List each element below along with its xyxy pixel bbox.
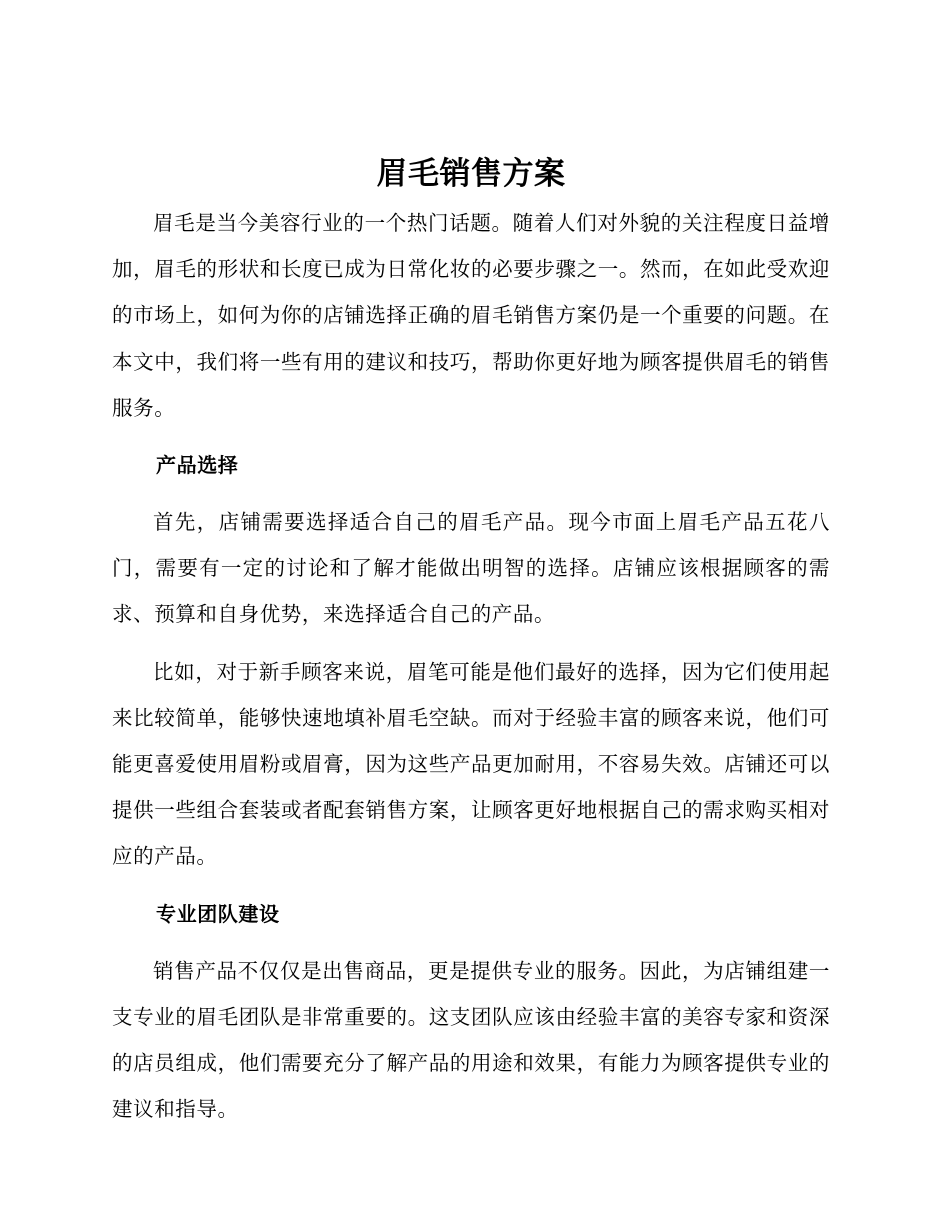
body-paragraph: 首先，店铺需要选择适合自己的眉毛产品。现今市面上眉毛产品五花八门，需要有一定的讨论和了解才能做出明智的选择。店铺应该根据顾客的需求、预算和自身优势，来选择适合自己的产品。 xyxy=(112,510,830,627)
section-heading-team-building: 专业团队建设 xyxy=(156,901,280,926)
body-paragraph: 销售产品不仅仅是出售商品，更是提供专业的服务。因此，为店铺组建一支专业的眉毛团队是非常重要的。这支团队应该由经验丰富的美容专家和资深的店员组成，他们需要充分了解产品的用途和效果，有能力为顾客提供专业的建议和指导。 xyxy=(112,958,830,1122)
document-title: 眉毛销售方案 xyxy=(376,156,566,192)
intro-paragraph: 眉毛是当今美容行业的一个热门话题。随着人们对外貌的关注程度日益增加，眉毛的形状和长度已成为日常化妆的必要步骤之一。然而，在如此受欢迎的市场上，如何为你的店铺选择正确的眉毛销售方案仍是一个重要的问题。在本文中，我们将一些有用的建议和技巧，帮助你更好地为顾客提供眉毛的销售服务。 xyxy=(112,211,830,420)
document-body xyxy=(112,148,830,1132)
section-spacer xyxy=(112,431,830,442)
section-spacer xyxy=(112,488,830,499)
section-spacer xyxy=(112,880,830,891)
section-spacer xyxy=(112,937,830,948)
paragraph-spacer xyxy=(112,638,830,649)
body-paragraph: 比如，对于新手顾客来说，眉笔可能是他们最好的选择，因为它们使用起来比较简单，能够快速地填补眉毛空缺。而对于经验丰富的顾客来说，他们可能更喜爱使用眉粉或眉膏，因为这些产品更加耐用，不容易失效。店铺还可以提供一些组合套装或者配套销售方案，让顾客更好地根据自己的需求购买相对应的产品。 xyxy=(112,659,830,869)
section-heading-product-selection: 产品选择 xyxy=(156,453,239,478)
